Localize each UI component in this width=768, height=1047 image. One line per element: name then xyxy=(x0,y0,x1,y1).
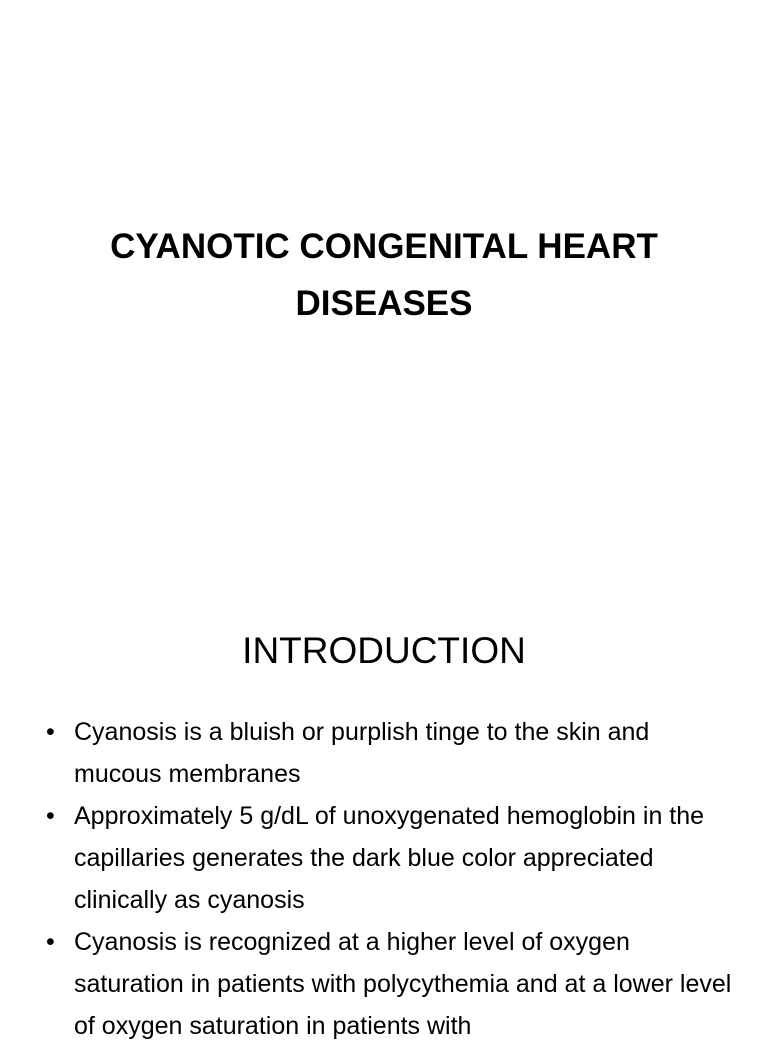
list-item xyxy=(44,795,734,921)
bullet-text: Cyanosis is recognized at a higher level of oxygen saturation in patients with polycythemia and at a lower level of oxygen saturation in patients with xyxy=(74,928,732,1040)
section-heading: INTRODUCTION xyxy=(242,630,526,671)
bullet-list xyxy=(44,711,734,1047)
bullet-text: Approximately 5 g/dL of unoxygenated hemoglobin in the capillaries generates the dark blue color appreciated clinically as cyanosis xyxy=(74,802,705,914)
bullet-icon: • xyxy=(46,802,55,830)
slide-title xyxy=(40,218,728,332)
slide-title-line-2: DISEASES xyxy=(295,284,473,323)
bullet-icon: • xyxy=(46,718,55,746)
list-item xyxy=(44,921,734,1047)
list-item xyxy=(44,711,734,795)
bullet-icon: • xyxy=(46,928,55,956)
slide-title-line-1: CYANOTIC CONGENITAL HEART xyxy=(110,227,658,266)
bullet-text: Cyanosis is a bluish or purplish tinge to the skin and mucous membranes xyxy=(74,718,650,788)
introduction-slide xyxy=(0,576,768,1040)
